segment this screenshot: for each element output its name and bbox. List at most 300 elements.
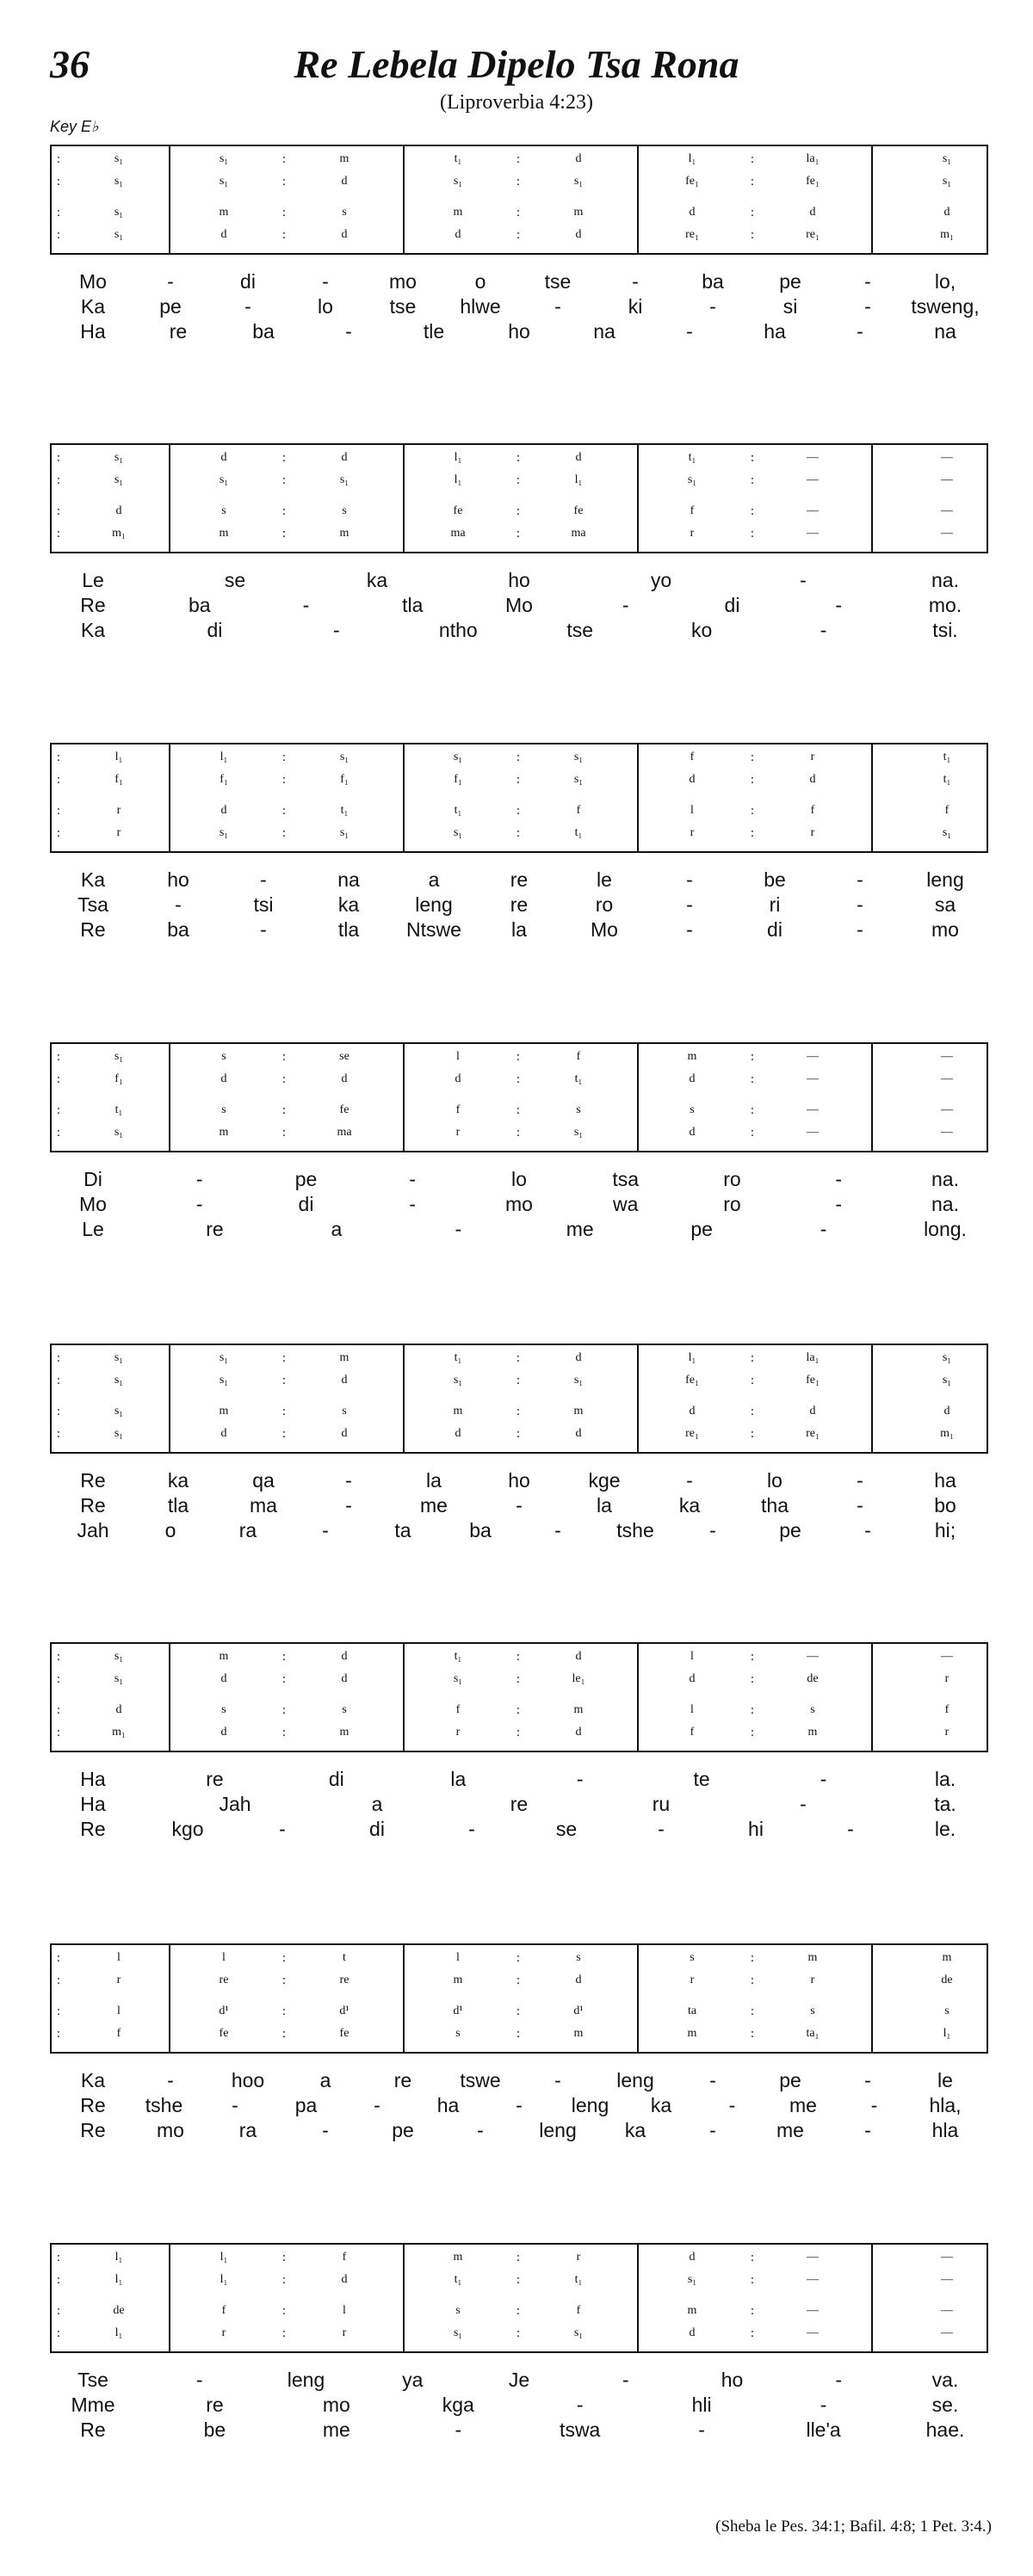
beat-colon: : (56, 228, 61, 242)
solfa-note: s₁ (687, 473, 697, 486)
beat-colon: : (281, 1427, 287, 1441)
solfa-note: s (944, 2005, 949, 2017)
staff-box (50, 743, 988, 853)
solfa-note: d¹ (453, 2005, 463, 2017)
solfa-note: s₁ (219, 1374, 229, 1387)
lyric-syllable: le. (934, 1818, 956, 1840)
solfa-note: m (219, 1126, 229, 1139)
beat-colon: : (750, 1427, 755, 1441)
solfa-note: t₁ (114, 1103, 123, 1116)
solfa-note: f₁ (114, 773, 123, 786)
beat-colon: : (281, 1351, 287, 1365)
lyric-syllable: va. (931, 2369, 959, 2391)
solfa-note: f (221, 2304, 226, 2317)
beat-colon: : (56, 2005, 61, 2018)
beat-colon: : (56, 2027, 61, 2041)
lyric-syllable: ki (628, 295, 643, 318)
lyric-syllable: ha (934, 1469, 956, 1492)
lyrics-block (50, 2069, 988, 2147)
solfa-note: d (575, 451, 582, 464)
solfa-note: m (453, 2251, 463, 2264)
solfa-note: d (455, 1427, 461, 1440)
solfa-note: — (807, 504, 819, 517)
solfa-note: s₁ (573, 175, 584, 188)
lyric-syllable: Mo (79, 270, 107, 293)
lyric-syllable: Ntswe (406, 918, 461, 941)
beat-colon: : (750, 1650, 755, 1664)
lyric-syllable: re (206, 2394, 224, 2416)
music-system (50, 2243, 988, 2446)
solfa-note: d (341, 2273, 348, 2286)
solfa-note: m (573, 206, 584, 219)
solfa-note: — (941, 1072, 953, 1085)
lyric-syllable: Ha (80, 320, 106, 343)
lyric-syllable: - (516, 1494, 523, 1517)
solfa-note: s₁ (219, 473, 229, 486)
lyric-syllable: qa (252, 1469, 275, 1492)
barline (403, 445, 405, 552)
lyric-syllable: mo (322, 2394, 350, 2416)
solfa-note: d (943, 1405, 950, 1418)
lyric-syllable: mo (505, 1193, 533, 1215)
solfa-note: f₁ (340, 773, 349, 786)
lyric-syllable: Re (80, 2418, 106, 2441)
lyric-syllable: Ka (80, 868, 106, 891)
lyric-syllable: - (709, 2119, 716, 2141)
solfa-note: — (941, 2304, 953, 2317)
solfa-note: d (455, 228, 461, 241)
lyric-syllable: si (782, 295, 798, 318)
beat-colon: : (56, 1050, 61, 1064)
barline (169, 1044, 170, 1151)
lyric-syllable: - (870, 2094, 878, 2116)
solfa-note: d (689, 2326, 696, 2339)
beat-colon: : (281, 504, 287, 518)
solfa-note: s₁ (573, 751, 584, 763)
beat-colon: : (516, 504, 521, 518)
lyric-syllable: me (789, 2094, 817, 2116)
lyric-syllable: ba (188, 594, 211, 616)
solfa-note: ma (337, 1126, 352, 1139)
beat-colon: : (750, 152, 755, 166)
solfa-note: l (456, 1050, 460, 1063)
lyric-syllable: long. (924, 1218, 967, 1240)
solfa-note: l (117, 2005, 121, 2017)
lyric-syllable: - (516, 2094, 523, 2116)
lyric-syllable: me (420, 1494, 448, 1517)
beat-colon: : (516, 1374, 521, 1387)
solfa-note: d (220, 228, 227, 241)
solfa-note: re (219, 1974, 229, 1986)
solfa-note: s (810, 2005, 815, 2017)
lyric-syllable: Ha (80, 1768, 106, 1790)
beat-colon: : (750, 473, 755, 487)
music-system (50, 443, 988, 646)
beat-colon: : (281, 1650, 287, 1664)
solfa-note: s₁ (573, 2326, 584, 2339)
solfa-note: d (115, 1703, 122, 1716)
lyric-syllable: tswe (460, 2069, 501, 2091)
solfa-note: fe (573, 504, 584, 517)
lyric-syllable: - (167, 2069, 174, 2091)
lyric-syllable: hla, (929, 2094, 962, 2116)
solfa-note: s₁ (114, 1405, 124, 1418)
solfa-note: d (809, 773, 816, 786)
solfa-note: s₁ (114, 206, 124, 219)
solfa-note: l (222, 1951, 226, 1964)
lyric-syllable: - (820, 2394, 827, 2416)
solfa-note: s₁ (942, 1374, 952, 1387)
lyric-syllable: la (511, 918, 527, 941)
barline (871, 1345, 873, 1452)
beat-colon: : (281, 1672, 287, 1686)
beat-colon: : (281, 2326, 287, 2340)
lyric-syllable: - (622, 594, 629, 616)
lyric-syllable: - (835, 594, 843, 616)
barline (403, 2245, 405, 2351)
lyric-syllable: - (455, 2418, 462, 2441)
lyric-syllable: ro (595, 893, 614, 916)
solfa-note: s (342, 504, 347, 517)
lyric-syllable: yo (650, 569, 672, 591)
solfa-note: s₁ (942, 1351, 952, 1364)
solfa-note: d (220, 804, 227, 817)
staff-box (50, 1042, 988, 1152)
lyric-syllable: mo (157, 2119, 184, 2141)
lyric-syllable: o (164, 1519, 176, 1541)
lyric-syllable: mo. (928, 594, 962, 616)
lyric-syllable: me (566, 1218, 594, 1240)
lyric-syllable: Mo (505, 594, 533, 616)
lyric-syllable: ru (652, 1793, 671, 1815)
lyric-syllable: di (767, 918, 782, 941)
beat-colon: : (56, 1374, 61, 1387)
beat-colon: : (56, 152, 61, 166)
solfa-note: f (944, 1703, 949, 1716)
lyric-syllable: lo (511, 1168, 527, 1190)
lyric-syllable: Di (84, 1168, 102, 1190)
lyric-syllable: Tse (77, 2369, 108, 2391)
lyric-syllable: - (374, 2094, 380, 2116)
lyric-syllable: - (632, 270, 639, 293)
lyric-syllable: ko (690, 619, 713, 641)
beat-colon: : (750, 1050, 755, 1064)
solfa-note: l₁ (574, 473, 583, 486)
music-system (50, 145, 988, 348)
lyric-syllable: - (864, 295, 871, 318)
solfa-note: d (341, 228, 348, 241)
solfa-note: de (807, 1672, 819, 1685)
lyric-syllable: - (857, 1494, 863, 1517)
solfa-note: d (341, 451, 348, 464)
lyric-syllable: mo (389, 270, 417, 293)
solfa-note: d (115, 504, 122, 517)
lyric-syllable: Mo (591, 918, 618, 941)
solfa-note: f (576, 1050, 581, 1063)
solfa-note: m (453, 1405, 463, 1418)
beat-colon: : (516, 1103, 521, 1117)
solfa-note: f (576, 2304, 581, 2317)
lyric-syllable: hli (691, 2394, 712, 2416)
lyric-syllable: - (847, 1818, 854, 1840)
beat-colon: : (750, 451, 755, 465)
lyric-syllable: la (597, 1494, 612, 1517)
solfa-note: s₁ (453, 2326, 463, 2339)
lyric-syllable: Ha (80, 1793, 106, 1815)
barline (403, 1345, 405, 1452)
barline (637, 1345, 639, 1452)
beat-colon: : (281, 1405, 287, 1418)
lyric-syllable: ba (469, 1519, 492, 1541)
lyric-syllable: di (724, 594, 740, 616)
solfa-note: s₁ (339, 751, 349, 763)
solfa-note: fe₁ (685, 1374, 699, 1387)
lyric-syllable: hla (931, 2119, 959, 2141)
beat-colon: : (281, 228, 287, 242)
lyric-syllable: - (554, 295, 561, 318)
solfa-note: r (690, 1974, 695, 1986)
solfa-note: — (807, 1072, 819, 1085)
lyric-syllable: te (693, 1768, 710, 1790)
lyrics-block (50, 569, 988, 646)
beat-colon: : (56, 473, 61, 487)
lyric-syllable: - (709, 295, 716, 318)
beat-colon: : (750, 751, 755, 764)
lyric-syllable: pe (294, 1168, 318, 1190)
beat-colon: : (56, 1650, 61, 1664)
beat-colon: : (516, 451, 521, 465)
beat-colon: : (750, 1351, 755, 1365)
lyric-syllable: tswa (560, 2418, 601, 2441)
lyric-syllable: hi; (934, 1519, 956, 1541)
lyric-syllable: me (322, 2418, 350, 2441)
solfa-note: se (339, 1050, 349, 1063)
solfa-note: d (341, 175, 348, 188)
lyric-syllable: Ka (80, 2069, 106, 2091)
barline (169, 1345, 170, 1452)
lyric-syllable: - (864, 270, 871, 293)
solfa-note: d (689, 1405, 696, 1418)
solfa-note: l₁ (688, 152, 696, 165)
solfa-note: f (576, 804, 581, 817)
solfa-note: s₁ (453, 175, 463, 188)
barline (403, 146, 405, 253)
barline (871, 1044, 873, 1151)
beat-colon: : (750, 1072, 755, 1086)
solfa-note: — (941, 1050, 953, 1063)
solfa-note: d (575, 228, 582, 241)
lyric-syllable: - (468, 1818, 475, 1840)
solfa-note: — (807, 473, 819, 486)
solfa-note: — (941, 451, 953, 464)
solfa-note: m (219, 206, 229, 219)
solfa-note: d (220, 1427, 227, 1440)
lyric-syllable: pe (690, 1218, 713, 1240)
solfa-note: r (810, 826, 815, 839)
beat-colon: : (56, 826, 61, 840)
solfa-note: d (575, 1974, 582, 1986)
lyric-syllable: - (345, 320, 352, 343)
music-system (50, 1042, 988, 1245)
beat-colon: : (56, 2273, 61, 2287)
solfa-note: f₁ (220, 773, 228, 786)
solfa-note: fe₁ (806, 175, 820, 188)
barline (637, 1044, 639, 1151)
solfa-note: m (339, 1726, 349, 1739)
lyric-syllable: ka (366, 569, 388, 591)
lyric-syllable: leng (571, 2094, 609, 2116)
solfa-note: — (807, 1050, 819, 1063)
solfa-note: — (807, 2273, 819, 2286)
solfa-note: r (116, 1974, 121, 1986)
solfa-note: d (689, 206, 696, 219)
lyric-syllable: ri (769, 893, 781, 916)
solfa-note: s (221, 1103, 226, 1116)
lyric-syllable: lo, (934, 270, 956, 293)
solfa-note: s (221, 504, 226, 517)
lyric-syllable: hlwe (460, 295, 501, 318)
solfa-note: l₁ (943, 2027, 951, 2040)
beat-colon: : (516, 152, 521, 166)
solfa-note: l₁ (114, 2326, 123, 2339)
lyric-syllable: se (224, 569, 246, 591)
music-system (50, 1344, 988, 1547)
lyric-syllable: tla (402, 594, 424, 616)
lyrics-block (50, 270, 988, 348)
solfa-note: m (339, 1351, 349, 1364)
solfa-note: t₁ (688, 451, 696, 464)
lyric-syllable: - (835, 2369, 843, 2391)
solfa-note: l (690, 804, 694, 817)
beat-colon: : (516, 751, 521, 764)
beat-colon: : (750, 1374, 755, 1387)
lyric-syllable: na. (931, 1168, 959, 1190)
lyric-syllable: Mme (71, 2394, 115, 2416)
lyric-syllable: di (298, 1193, 314, 1215)
beat-colon: : (56, 175, 61, 188)
beat-colon: : (750, 228, 755, 242)
solfa-note: r (221, 2326, 226, 2339)
barline (169, 1945, 170, 2052)
beat-colon: : (750, 1405, 755, 1418)
solfa-note: s₁ (573, 1374, 584, 1387)
lyric-syllable: - (686, 320, 693, 343)
lyric-syllable: lle'a (806, 2418, 841, 2441)
lyric-syllable: leng (415, 893, 453, 916)
beat-colon: : (281, 1374, 287, 1387)
beat-colon: : (281, 2005, 287, 2018)
solfa-note: m (573, 2027, 584, 2040)
lyric-syllable: leng (287, 2369, 325, 2391)
lyric-syllable: Re (80, 594, 106, 616)
solfa-note: d (341, 1672, 348, 1685)
solfa-note: l₁ (688, 1351, 696, 1364)
beat-colon: : (750, 826, 755, 840)
staff-box (50, 443, 988, 553)
lyric-syllable: Re (80, 2094, 106, 2116)
lyric-syllable: - (322, 1519, 329, 1541)
solfa-note: s (576, 1951, 581, 1964)
lyric-syllable: le (937, 2069, 953, 2091)
beat-colon: : (281, 206, 287, 219)
solfa-note: l₁ (454, 451, 462, 464)
solfa-note: fe (339, 1103, 349, 1116)
beat-colon: : (281, 751, 287, 764)
lyrics-block (50, 868, 988, 946)
beat-colon: : (281, 2304, 287, 2318)
lyric-syllable: pe (779, 2069, 801, 2091)
lyric-syllable: - (167, 270, 174, 293)
barline (637, 445, 639, 552)
beat-colon: : (281, 2027, 287, 2041)
lyric-syllable: leng (926, 868, 964, 891)
lyrics-block (50, 1469, 988, 1547)
solfa-note: d (220, 1072, 227, 1085)
lyric-syllable: ya (402, 2369, 424, 2391)
barline (871, 744, 873, 851)
lyric-syllable: - (477, 2119, 484, 2141)
lyric-syllable: - (195, 1193, 203, 1215)
lyric-syllable: - (554, 1519, 561, 1541)
solfa-note: — (941, 473, 953, 486)
lyric-syllable: pe (779, 270, 801, 293)
lyric-syllable: tsweng, (911, 295, 980, 318)
solfa-note: — (807, 451, 819, 464)
solfa-note: s (576, 1103, 581, 1116)
lyric-syllable: tha (761, 1494, 789, 1517)
solfa-note: m (339, 152, 349, 165)
solfa-note: m (219, 1405, 229, 1418)
barline (403, 1945, 405, 2052)
beat-colon: : (516, 773, 521, 787)
lyric-syllable: lo (767, 1469, 782, 1492)
lyric-syllable: na (593, 320, 615, 343)
solfa-note: r (116, 826, 121, 839)
lyric-syllable: Re (80, 1818, 106, 1840)
solfa-note: re₁ (685, 1427, 699, 1440)
lyric-syllable: tse (544, 270, 572, 293)
solfa-note: m₁ (940, 1427, 954, 1440)
lyric-syllable: kgo (171, 1818, 204, 1840)
lyric-syllable: hae. (925, 2418, 965, 2441)
beat-colon: : (56, 1726, 61, 1739)
barline (403, 744, 405, 851)
beat-colon: : (516, 2326, 521, 2340)
lyric-syllable: a (331, 1218, 343, 1240)
lyric-syllable: re (206, 1218, 224, 1240)
beat-colon: : (750, 1126, 755, 1140)
solfa-note: d (341, 1374, 348, 1387)
lyric-syllable: - (345, 1469, 352, 1492)
solfa-note: — (941, 1103, 953, 1116)
lyric-syllable: tsi. (932, 619, 958, 641)
lyric-syllable: - (576, 1768, 584, 1790)
beat-colon: : (56, 1672, 61, 1686)
solfa-note: — (941, 527, 953, 540)
solfa-note: t₁ (574, 826, 583, 839)
lyric-syllable: ro (723, 1193, 741, 1215)
solfa-note: s₁ (942, 826, 952, 839)
solfa-note: s (342, 1703, 347, 1716)
solfa-note: t₁ (574, 1072, 583, 1085)
solfa-note: s (455, 2304, 461, 2317)
lyric-syllable: tle (423, 320, 445, 343)
beat-colon: : (281, 1072, 287, 1086)
lyric-syllable: ntho (438, 619, 478, 641)
staff-box (50, 1344, 988, 1454)
lyric-syllable: tshe (616, 1519, 654, 1541)
beat-colon: : (56, 1351, 61, 1365)
